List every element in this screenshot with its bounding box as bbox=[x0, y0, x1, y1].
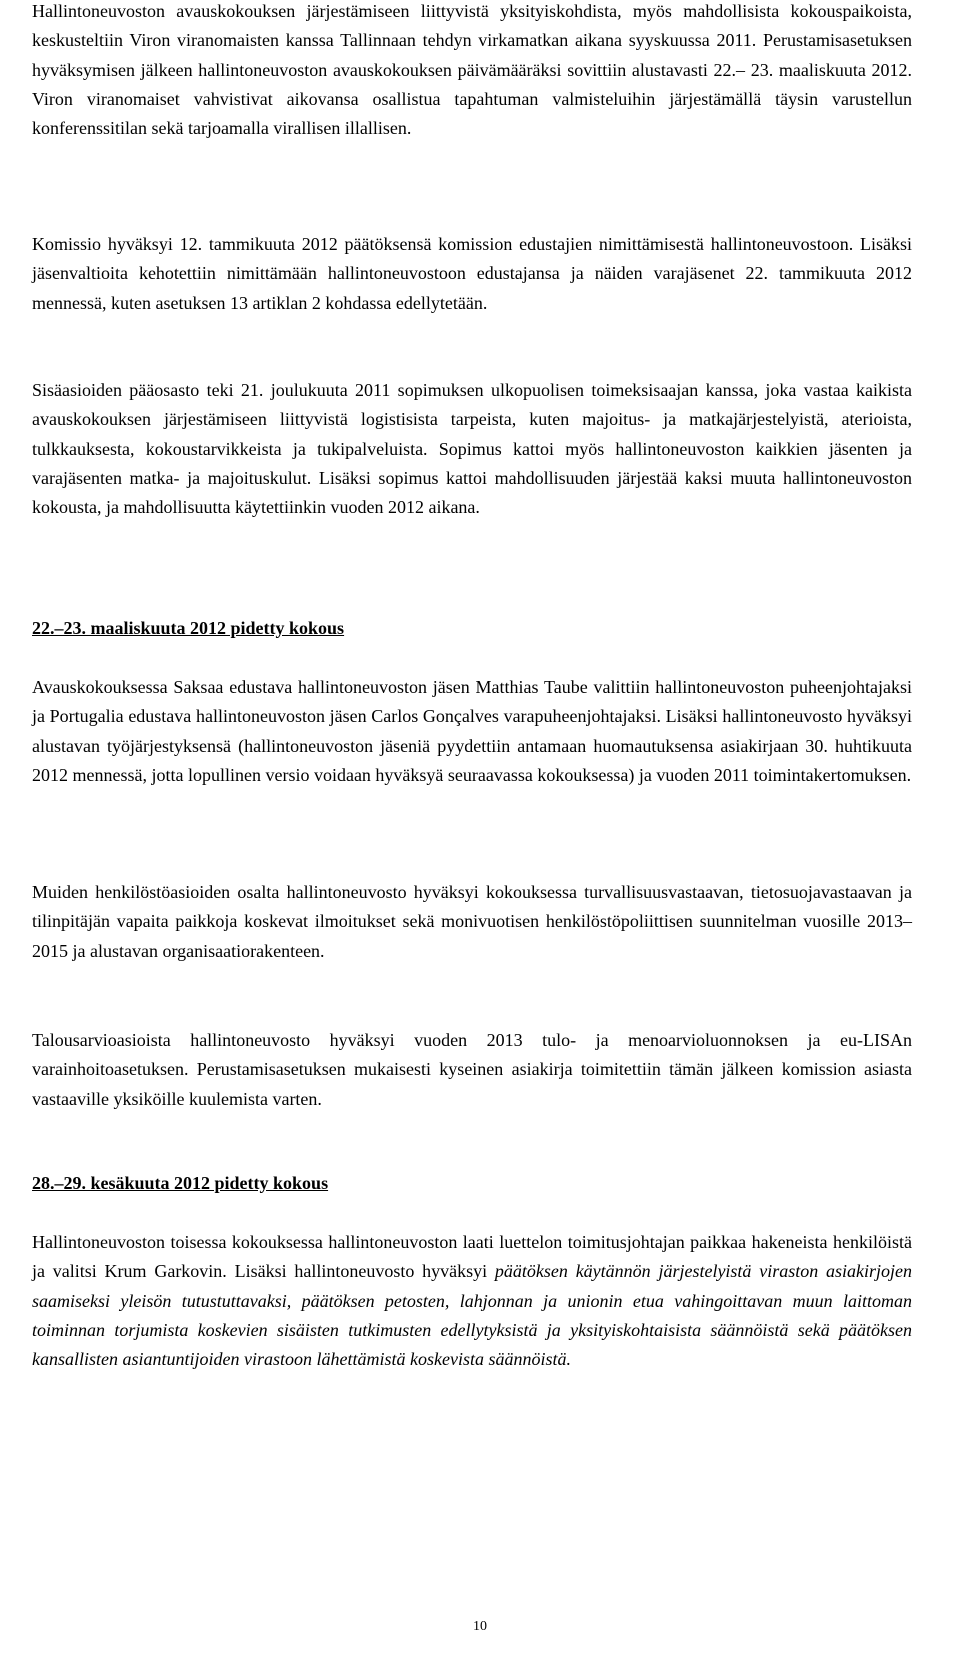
section-heading-june-text: 28.–29. kesäkuuta 2012 pidetty kokous bbox=[32, 1173, 329, 1193]
paragraph-inaugural-meeting: Avauskokouksessa Saksaa edustava hallintoneuvoston jäsen Matthias Taube valittiin hallintoneuvoston puheenjohtajaksi ja Portugalia edustava hallintoneuvoston jäsen Carlos Gonçalves varapuheenjohtajaksi. Lisäksi hallintoneuvosto hyväksyi alustavan työjärjestyksensä (hallintoneuvoston jäseniä pyydettiin antamaan huomautuksensa asiakirjaan 30. huhtikuuta 2012 mennessä, jotta lopullinen versio voidaan hyväksyä seuraavassa kokouksessa) ja vuoden 2011 toimintakertomuksen. bbox=[32, 677, 912, 785]
paragraph-budget-matters: Talousarvioasioista hallintoneuvosto hyväksyi vuoden 2013 tulo- ja menoarvioluonnoksen ja eu-LISAn varainhoitoasetuksen. Perustamisasetuksen mukaisesti kyseinen asiakirja toimitettiin tämän jälkeen komission asiasta vastaaville yksiköille kuulemista varten. bbox=[32, 1030, 912, 1109]
section-heading-june-meeting bbox=[32, 1169, 912, 1198]
paragraph-staff-matters: Muiden henkilöstöasioiden osalta hallintoneuvosto hyväksyi kokouksessa turvallisuusvastaavan, tietosuojavastaavan ja tilinpitäjän vapaita paikkoja koskevat ilmoitukset sekä monivuotisen henkilöstöpoliittisen suunnitelman vuosille 2013–2015 ja alustavan organisaatiorakenteen. bbox=[32, 882, 912, 961]
section-heading-march-meeting bbox=[32, 614, 912, 643]
paragraph-planning-meeting: Hallintoneuvoston avauskokouksen järjestämiseen liittyvistä yksityiskohdista, myös mahdollisista kokouspaikoista, keskusteltiin Viron viranomaisten kanssa Tallinnaan tehdyn virkamatkan aikana syyskuussa 2011. Perustamisasetuksen hyväksymisen jälkeen hallintoneuvoston avauskokouksen päivämääräksi sovittiin alustavasti 22.– 23. maaliskuuta 2012. Viron viranomaiset vahvistivat aikovansa osallistua tapahtuman valmisteluihin järjestämällä täysin varustellun konferenssitilan sekä tarjoamalla virallisen illallisen. bbox=[32, 1, 912, 139]
paragraph-second-meeting bbox=[32, 1228, 912, 1374]
section-heading-march-text: 22.–23. maaliskuuta 2012 pidetty kokous bbox=[32, 618, 345, 638]
paragraph-commission-decision: Komissio hyväksyi 12. tammikuuta 2012 päätöksensä komission edustajien nimittämisestä hallintoneuvostoon. Lisäksi jäsenvaltioita kehotettiin nimittämään hallintoneuvostoon edustajansa ja näiden varajäsenet 22. tammikuuta 2012 mennessä, kuten asetuksen 13 artiklan 2 kohdassa edellytetään. bbox=[32, 234, 912, 313]
paragraph-second-meeting-italic: päätöksen käytännön järjestelyistä viraston asiakirjojen saamiseksi yleisön tutustuttavaksi, päätöksen petosten, lahjonnan ja unionin etua vahingoittavan muun laittoman toiminnan torjumista koskevien sisäisten tutkimusten edellytyksistä ja yksityiskohtaisista säännöistä sekä päätöksen kansallisten asiantuntijoiden virastoon lähettämistä koskevista säännöistä. bbox=[32, 1261, 912, 1370]
paragraph-second-meeting-text: Hallintoneuvoston toisessa kokouksessa hallintoneuvoston laati luettelon toimitusjohtajan paikkaa hakeneista henkilöistä ja valitsi Krum Garkovin. Lisäksi hallintoneuvosto hyväksyi bbox=[32, 1232, 912, 1282]
page-number: 10 bbox=[473, 1619, 487, 1634]
paragraph-logistics-contract: Sisäasioiden pääosasto teki 21. joulukuuta 2011 sopimuksen ulkopuolisen toimeksisaajan kanssa, joka vastaa kaikista avauskokouksen järjestämiseen liittyvistä logistisista tarpeista, kuten majoitus- ja matkajärjestelyistä, aterioista, tulkkauksesta, kokoustarvikkeista ja tukipalveluista. Sopimus kattoi myös hallintoneuvoston kaikkien jäsenten ja varajäsenten matka- ja majoituskulut. Lisäksi sopimus kattoi mahdollisuuden järjestää kaksi muuta hallintoneuvoston kokousta, ja mahdollisuutta käytettiinkin vuoden 2012 aikana. bbox=[32, 380, 912, 518]
